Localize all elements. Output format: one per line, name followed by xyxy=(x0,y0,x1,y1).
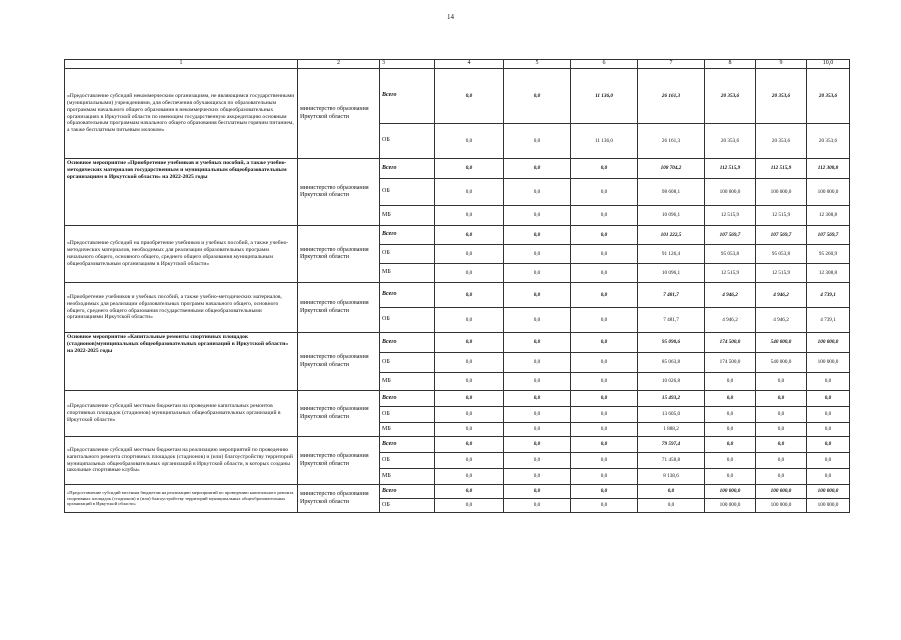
value-cell: 12 308,8 xyxy=(807,264,850,283)
value-cell: 0,0 xyxy=(435,226,504,245)
value-cell: 0,0 xyxy=(807,373,850,391)
funding-source-cell: МБ xyxy=(380,423,435,437)
value-cell: 0,0 xyxy=(504,485,571,499)
activity-description: «Предоставление субсидий на приобретение учебников и учебных пособий, а также учебно-методических материалов, необходимых для реализации образовательных программ начального общего, основного общего, среднего общего образования муниципальным общеобразовательным организациям в Иркутской области» xyxy=(65,226,298,283)
value-cell: 174 500,0 xyxy=(705,353,756,373)
header-cell: 7 xyxy=(638,60,705,69)
value-cell: 0,0 xyxy=(504,245,571,264)
value-cell: 0,0 xyxy=(435,453,504,469)
value-cell: 71 458,8 xyxy=(638,453,705,469)
funding-source-cell: ОБ xyxy=(380,179,435,206)
value-cell: 0,0 xyxy=(435,353,504,373)
value-cell: 4 739,1 xyxy=(807,283,850,308)
funding-source-cell: МБ xyxy=(380,206,435,226)
value-cell: 0,0 xyxy=(435,308,504,333)
value-cell: 0,0 xyxy=(571,159,638,179)
funding-source-cell: МБ xyxy=(380,264,435,283)
value-cell: 100 000,0 xyxy=(807,179,850,206)
value-cell: 0,0 xyxy=(571,264,638,283)
funding-source-cell: ОБ xyxy=(380,124,435,159)
table-row xyxy=(65,437,850,453)
value-cell: 107 569,7 xyxy=(756,226,807,245)
value-cell: 0,0 xyxy=(756,407,807,423)
value-cell: 0,0 xyxy=(504,206,571,226)
value-cell: 100 000,0 xyxy=(705,179,756,206)
value-cell: 79 597,4 xyxy=(638,437,705,453)
value-cell: 4 946,2 xyxy=(705,308,756,333)
table-row xyxy=(65,159,850,179)
header-cell: 6 xyxy=(571,60,638,69)
value-cell: 1 888,2 xyxy=(638,423,705,437)
value-cell: 0,0 xyxy=(435,499,504,513)
value-cell: 0,0 xyxy=(705,391,756,407)
main-activity-description: Основное мероприятие «Приобретение учебников и учебных пособий, а также учебно-методических материалов государственным и муниципальным общеобразовательным организациям в Иркутской области» на 2022-2025 годы xyxy=(65,159,298,226)
value-cell: 0,0 xyxy=(756,373,807,391)
value-cell: 85 063,8 xyxy=(638,353,705,373)
value-cell: 0,0 xyxy=(435,485,504,499)
budget-table xyxy=(64,59,850,513)
value-cell: 0,0 xyxy=(571,226,638,245)
value-cell: 4 946,2 xyxy=(756,283,807,308)
funding-source-cell: Всего xyxy=(380,283,435,308)
value-cell: 0,0 xyxy=(571,283,638,308)
value-cell: 98 608,1 xyxy=(638,179,705,206)
value-cell: 0,0 xyxy=(571,485,638,499)
value-cell: 0,0 xyxy=(807,391,850,407)
value-cell: 95 053,8 xyxy=(705,245,756,264)
value-cell: 0,0 xyxy=(435,283,504,308)
value-cell: 0,0 xyxy=(705,437,756,453)
value-cell: 0,0 xyxy=(435,206,504,226)
value-cell: 0,0 xyxy=(756,391,807,407)
value-cell: 0,0 xyxy=(571,391,638,407)
table-row xyxy=(65,283,850,308)
value-cell: 540 000,0 xyxy=(756,353,807,373)
value-cell: 0,0 xyxy=(435,437,504,453)
value-cell: 20 353,6 xyxy=(705,124,756,159)
funding-source-cell: Всего xyxy=(380,485,435,499)
value-cell: 0,0 xyxy=(504,179,571,206)
value-cell: 0,0 xyxy=(504,124,571,159)
value-cell: 112 515,9 xyxy=(756,159,807,179)
value-cell: 0,0 xyxy=(571,469,638,485)
funding-source-cell: МБ xyxy=(380,469,435,485)
value-cell: 0,0 xyxy=(504,391,571,407)
value-cell: 20 353,6 xyxy=(705,69,756,124)
funding-source-cell: МБ xyxy=(380,373,435,391)
value-cell: 100 000,0 xyxy=(756,179,807,206)
value-cell: 11 136,0 xyxy=(571,124,638,159)
value-cell: 0,0 xyxy=(504,159,571,179)
value-cell: 0,0 xyxy=(638,499,705,513)
value-cell: 0,0 xyxy=(571,373,638,391)
value-cell: 0,0 xyxy=(435,469,504,485)
value-cell: 0,0 xyxy=(756,453,807,469)
value-cell: 0,0 xyxy=(504,226,571,245)
value-cell: 0,0 xyxy=(756,469,807,485)
funding-source-cell: ОБ xyxy=(380,245,435,264)
value-cell: 0,0 xyxy=(504,423,571,437)
value-cell: 26 161,3 xyxy=(638,69,705,124)
value-cell: 0,0 xyxy=(435,333,504,353)
table-row xyxy=(65,226,850,245)
value-cell: 10 026,8 xyxy=(638,373,705,391)
value-cell: 0,0 xyxy=(504,437,571,453)
value-cell: 540 000,0 xyxy=(756,333,807,353)
value-cell: 26 161,3 xyxy=(638,124,705,159)
funding-source-cell: ОБ xyxy=(380,308,435,333)
header-cell: 2 xyxy=(298,60,380,69)
header-cell: 10,0 xyxy=(807,60,850,69)
value-cell: 0,0 xyxy=(705,407,756,423)
value-cell: 107 569,7 xyxy=(705,226,756,245)
value-cell: 13 605,0 xyxy=(638,407,705,423)
value-cell: 0,0 xyxy=(756,437,807,453)
value-cell: 20 353,6 xyxy=(756,69,807,124)
value-cell: 0,0 xyxy=(705,453,756,469)
value-cell: 0,0 xyxy=(638,485,705,499)
value-cell: 4 946,2 xyxy=(756,308,807,333)
value-cell: 0,0 xyxy=(807,453,850,469)
value-cell: 12 515,9 xyxy=(705,264,756,283)
value-cell: 112 308,8 xyxy=(807,159,850,179)
value-cell: 0,0 xyxy=(807,437,850,453)
value-cell: 100 000,0 xyxy=(705,499,756,513)
funding-source-cell: Всего xyxy=(380,437,435,453)
value-cell: 100 000,0 xyxy=(756,499,807,513)
value-cell: 100 000,0 xyxy=(807,499,850,513)
value-cell: 95 090,6 xyxy=(638,333,705,353)
value-cell: 0,0 xyxy=(504,373,571,391)
value-cell: 108 704,2 xyxy=(638,159,705,179)
funding-source-cell: Всего xyxy=(380,226,435,245)
value-cell: 0,0 xyxy=(504,283,571,308)
value-cell: 0,0 xyxy=(435,423,504,437)
value-cell: 0,0 xyxy=(435,407,504,423)
value-cell: 95 260,9 xyxy=(807,245,850,264)
funding-source-cell: Всего xyxy=(380,391,435,407)
value-cell: 4 739,1 xyxy=(807,308,850,333)
value-cell: 100 000,0 xyxy=(705,485,756,499)
value-cell: 0,0 xyxy=(807,423,850,437)
executor-cell: министерство образования Иркутской области xyxy=(298,333,380,391)
value-cell: 0,0 xyxy=(435,391,504,407)
executor-cell: министерство образования Иркутской области xyxy=(298,485,380,513)
value-cell: 0,0 xyxy=(435,264,504,283)
value-cell: 20 353,6 xyxy=(807,124,850,159)
value-cell: 0,0 xyxy=(504,69,571,124)
funding-source-cell: Всего xyxy=(380,159,435,179)
value-cell: 112 515,9 xyxy=(705,159,756,179)
value-cell: 15 493,2 xyxy=(638,391,705,407)
value-cell: 0,0 xyxy=(504,353,571,373)
value-cell: 0,0 xyxy=(571,437,638,453)
value-cell: 20 353,6 xyxy=(807,69,850,124)
value-cell: 0,0 xyxy=(705,373,756,391)
header-row xyxy=(65,60,850,69)
header-cell: 9 xyxy=(756,60,807,69)
funding-source-cell: Всего xyxy=(380,333,435,353)
table-row xyxy=(65,485,850,499)
value-cell: 0,0 xyxy=(504,333,571,353)
value-cell: 0,0 xyxy=(571,423,638,437)
header-cell: 8 xyxy=(705,60,756,69)
executor-cell: министерство образования Иркутской области xyxy=(298,226,380,283)
activity-description: «Предоставление субсидий местным бюджетам на проведение капитальных ремонтов спортивных площадок (стадионов) муниципальных общеобразовательных организаций в Иркутской области» xyxy=(65,391,298,437)
value-cell: 0,0 xyxy=(571,245,638,264)
value-cell: 0,0 xyxy=(705,423,756,437)
value-cell: 0,0 xyxy=(807,407,850,423)
value-cell: 0,0 xyxy=(571,179,638,206)
executor-cell: министерство образования Иркутской области xyxy=(298,159,380,226)
value-cell: 20 353,6 xyxy=(756,124,807,159)
executor-cell: министерство образования Иркутской области xyxy=(298,391,380,437)
value-cell: 12 515,9 xyxy=(756,264,807,283)
value-cell: 0,0 xyxy=(705,469,756,485)
value-cell: 0,0 xyxy=(571,308,638,333)
header-cell: 1 xyxy=(65,60,298,69)
value-cell: 4 946,2 xyxy=(705,283,756,308)
value-cell: 0,0 xyxy=(435,124,504,159)
value-cell: 8 138,6 xyxy=(638,469,705,485)
value-cell: 10 096,1 xyxy=(638,206,705,226)
table-row xyxy=(65,333,850,353)
activity-description: «Предоставление субсидий местным бюджетам на реализацию мероприятий по проведению капитального ремонта спортивных площадок (стадионов) и (или) благоустройству территорий муниципальных общеобразовательных организаций в Иркутской области, в которых созданы школьные спортивные клубы» xyxy=(65,437,298,485)
value-cell: 0,0 xyxy=(756,423,807,437)
value-cell: 107 569,7 xyxy=(807,226,850,245)
funding-source-cell: Всего xyxy=(380,69,435,124)
value-cell: 100 000,0 xyxy=(807,485,850,499)
value-cell: 0,0 xyxy=(571,353,638,373)
value-cell: 7 481,7 xyxy=(638,308,705,333)
value-cell: 0,0 xyxy=(504,453,571,469)
value-cell: 0,0 xyxy=(435,159,504,179)
value-cell: 0,0 xyxy=(504,407,571,423)
value-cell: 100 000,0 xyxy=(807,333,850,353)
table-row xyxy=(65,391,850,407)
activity-description: «Предоставление субсидий местным бюджетам на реализацию мероприятий по проведению капитального ремонта спортивных площадок (стадионов) и (или) благоустройству территорий муниципальных общеобразовательных организаций в Иркутской области» xyxy=(65,485,298,513)
value-cell: 0,0 xyxy=(504,308,571,333)
value-cell: 7 481,7 xyxy=(638,283,705,308)
main-activity-description: Основное мероприятие «Капитальные ремонты спортивных площадок (стадионов)муниципальных общеобразовательных организаций в Иркутской области» на 2022-2025 годы xyxy=(65,333,298,391)
header-cell: 4 xyxy=(435,60,504,69)
value-cell: 11 136,0 xyxy=(571,69,638,124)
executor-cell: министерство образования Иркутской области xyxy=(298,437,380,485)
value-cell: 0,0 xyxy=(435,373,504,391)
value-cell: 0,0 xyxy=(435,69,504,124)
value-cell: 12 515,9 xyxy=(705,206,756,226)
funding-source-cell: ОБ xyxy=(380,453,435,469)
table-row xyxy=(65,69,850,124)
value-cell: 100 000,0 xyxy=(756,485,807,499)
value-cell: 0,0 xyxy=(807,469,850,485)
activity-description: «Предоставление субсидий некоммерческим организациям, не являющимся государственными (муниципальными) учреждениями, для обеспечения обучающихся по образовательным программам начального общего образования в некоммерческих общеобразовательных организациях в Иркутской области по имеющим государственную аккредитацию основным образовательным программам начального общего образования бесплатным горячим питанием, а также бесплатным питьевым молоком» xyxy=(65,69,298,159)
value-cell: 91 126,4 xyxy=(638,245,705,264)
executor-cell: министерство образования Иркутской области xyxy=(298,283,380,333)
value-cell: 100 000,0 xyxy=(807,353,850,373)
value-cell: 0,0 xyxy=(435,179,504,206)
value-cell: 0,0 xyxy=(571,333,638,353)
value-cell: 0,0 xyxy=(571,206,638,226)
header-cell: 5 xyxy=(504,60,571,69)
value-cell: 95 053,8 xyxy=(756,245,807,264)
value-cell: 0,0 xyxy=(504,469,571,485)
value-cell: 101 222,5 xyxy=(638,226,705,245)
header-cell: 3 xyxy=(380,60,435,69)
value-cell: 0,0 xyxy=(504,499,571,513)
activity-description: «Приобретение учебников и учебных пособий, а также учебно-методических материалов, необходимых для реализации образовательных программ начального общего, основного общего, среднего общего образования государственными общеобразовательными организациями Иркутской области» xyxy=(65,283,298,333)
value-cell: 0,0 xyxy=(504,264,571,283)
value-cell: 0,0 xyxy=(435,245,504,264)
value-cell: 12 308,8 xyxy=(807,206,850,226)
value-cell: 12 515,9 xyxy=(756,206,807,226)
value-cell: 174 500,0 xyxy=(705,333,756,353)
funding-source-cell: ОБ xyxy=(380,407,435,423)
page-number: 14 xyxy=(447,13,454,21)
value-cell: 0,0 xyxy=(571,407,638,423)
funding-source-cell: ОБ xyxy=(380,353,435,373)
funding-source-cell: ОБ xyxy=(380,499,435,513)
executor-cell: министерство образования Иркутской области xyxy=(298,69,380,159)
value-cell: 10 096,1 xyxy=(638,264,705,283)
value-cell: 0,0 xyxy=(571,453,638,469)
value-cell: 0,0 xyxy=(571,499,638,513)
